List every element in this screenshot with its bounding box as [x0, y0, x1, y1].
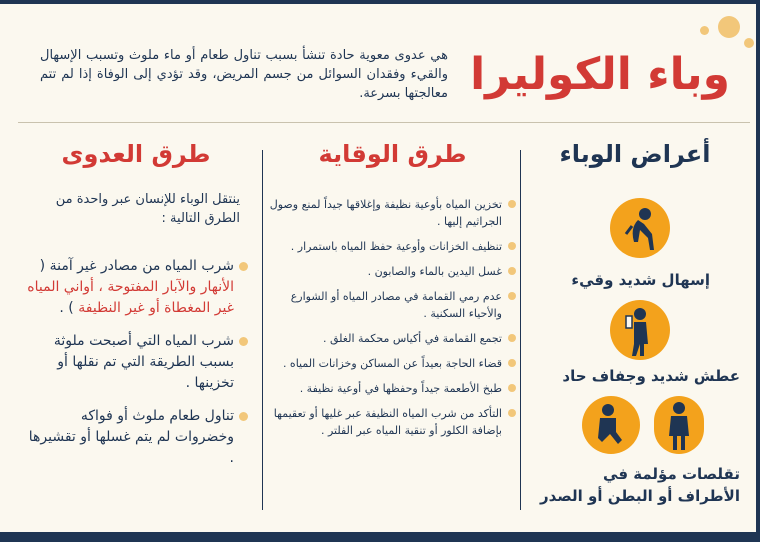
- prevention-list: [266, 196, 516, 447]
- symptom-label: الأطراف أو البطن أو الصدر: [539, 487, 740, 505]
- page-title: وباء الكوليرا: [470, 49, 730, 100]
- symptoms-heading: أعراض الوباء: [559, 140, 711, 168]
- bullet-icon: [508, 384, 516, 392]
- transmission-heading: طرق العدوى: [61, 140, 211, 168]
- list-item: شرب المياه من مصادر غير آمنة ( الأنهار والآبار المفتوحة ، أواني المياه غير المغطاة أو غير النظيفة ) .: [20, 256, 248, 319]
- bullet-icon: [508, 409, 516, 417]
- bullet-icon: [508, 200, 516, 208]
- bullet-icon: [508, 334, 516, 342]
- bullet-icon: [239, 412, 248, 421]
- bullet-icon: [508, 242, 516, 250]
- decor-dot: [718, 16, 740, 38]
- decor-dot: [744, 38, 754, 48]
- prevention-heading: طرق الوقاية: [318, 140, 467, 168]
- bullet-icon: [508, 267, 516, 275]
- highlighted-text: الأنهار والآبار المفتوحة ، أواني المياه غير المغطاة أو غير النظيفة: [27, 279, 234, 316]
- list-item: قضاء الحاجة بعيداً عن المساكن وخزانات المياه .: [266, 355, 516, 372]
- header-divider: [18, 122, 750, 123]
- column-divider: [262, 150, 263, 510]
- symptom-label: إسهال شديد وقيء: [571, 271, 710, 289]
- list-item: التأكد من شرب المياه النظيفة عبر غليها أو تعقيمها بإضافة الكلور أو تنقية المياه عبر الفلتر .: [266, 405, 516, 439]
- intro-text: هي عدوى معوية حادة تنشأ بسبب تناول طعام أو ماء ملوث وتسبب الإسهال والقيء وفقدان السوائل من جسم المريض، وقد تؤدي إلى الوفاة إذا لم تتم معالجتها بسرعة.: [40, 48, 448, 101]
- list-item: تنظيف الخزانات وأوعية حفظ المياه باستمرار .: [266, 238, 516, 255]
- bullet-icon: [239, 262, 248, 271]
- list-item: عدم رمي القمامة في مصادر المياه أو الشوارع والأحياء السكنية .: [266, 288, 516, 322]
- bottom-border: [0, 532, 760, 542]
- vomiting-person-icon: [610, 198, 670, 258]
- transmission-intro: ينتقل الوباء للإنسان عبر واحدة من الطرق التالية :: [55, 192, 240, 226]
- list-item: تجمع القمامة في أكياس محكمة الغلق .: [266, 330, 516, 347]
- bullet-icon: [239, 337, 248, 346]
- transmission-list: [20, 256, 248, 481]
- column-divider: [520, 150, 521, 510]
- list-item: تخزين المياه بأوعية نظيفة وإغلاقها جيداً لمنع وصول الجراثيم إليها .: [266, 196, 516, 230]
- stomach-ache-icon: [654, 396, 704, 454]
- decor-dot: [700, 26, 709, 35]
- cramps-person-icon: [582, 396, 640, 454]
- bullet-icon: [508, 292, 516, 300]
- symptom-label: تقلصات مؤلمة في: [603, 465, 740, 483]
- bullet-icon: [508, 359, 516, 367]
- drinking-person-icon: [610, 300, 670, 360]
- list-item: طبخ الأطعمة جيداً وحفظها في أوعية نظيفة .: [266, 380, 516, 397]
- right-border: [756, 0, 760, 542]
- list-item: شرب المياه التي أصبحت ملوثة بسبب الطريقة التي تم نقلها أو تخزينها .: [20, 331, 248, 394]
- top-border: [0, 0, 760, 4]
- symptom-label: عطش شديد وجفاف حاد: [562, 367, 740, 385]
- list-item: غسل اليدين بالماء والصابون .: [266, 263, 516, 280]
- list-item: تناول طعام ملوث أو فواكه وخضروات لم يتم غسلها أو تقشيرها .: [20, 406, 248, 469]
